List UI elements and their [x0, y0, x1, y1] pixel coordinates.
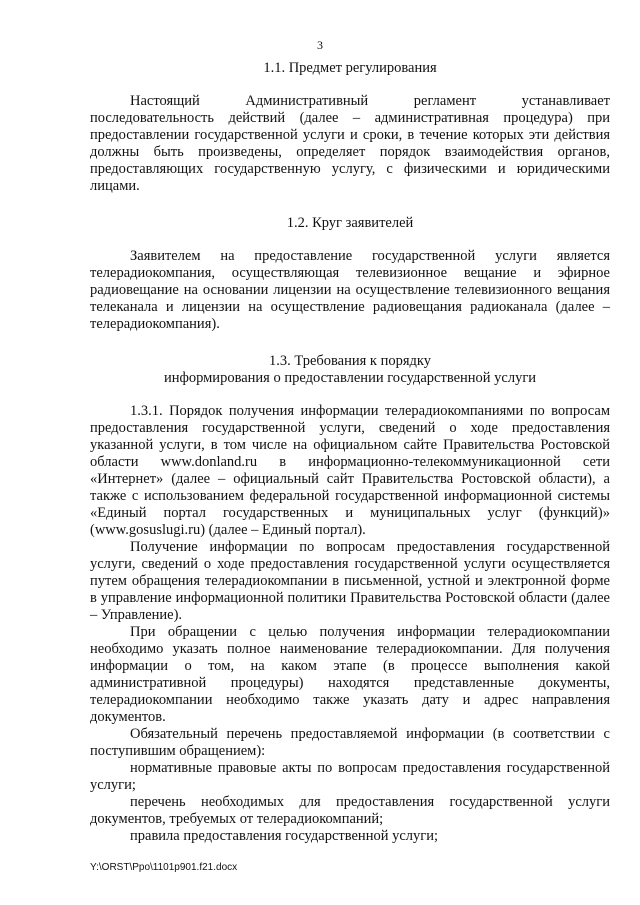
paragraph: Настоящий Административный регламент устанавливает последовательность действий (далее – административная процедура) при предоставлении государственной услуги и сроки, в течение которых эти действия должны быть произведены, определяет порядок взаимодействия органов, предоставляющих государственную услугу, с физическими и юридическими лицами.	[90, 93, 610, 194]
paragraph: Обязательный перечень предоставляемой информации (в соответствии с поступившим обращением):	[90, 726, 610, 759]
list-item: перечень необходимых для предоставления государственной услуги документов, требуемых от телерадиокомпаний;	[90, 794, 610, 827]
paragraph: Заявителем на предоставление государственной услуги является телерадиокомпания, осуществляющая телевизионное вещание и эфирное радиовещание на основании лицензии на осуществление телевизионного вещания телеканала и лицензии на осуществление радиовещания радиоканала (далее – телерадиокомпания).	[90, 248, 610, 332]
section-title-1-3-line1: 1.3. Требования к порядку	[269, 353, 431, 369]
section-title-1-3-line2: информирования о предоставлении государственной услуги	[163, 370, 537, 386]
document-body	[90, 60, 610, 845]
list-item: правила предоставления государственной услуги;	[130, 828, 438, 844]
paragraph: При обращении с целью получения информации телерадиокомпании необходимо указать полное наименование телерадиокомпании. Для получения информации о том, на каком этапе (в процессе выполнения какой административной процедуры) находятся представленные документы, телерадиокомпании необходимо также указать дату и адрес направления документов.	[90, 624, 610, 725]
section-title-1-1: 1.1. Предмет регулирования	[263, 60, 437, 76]
page-number: 3	[317, 38, 323, 52]
section-title-1-3	[90, 353, 610, 387]
paragraph: Получение информации по вопросам предоставления государственной услуги, сведений о ходе предоставления государственной услуги осуществляется путем обращения телерадиокомпании в письменной, устной и электронной форме в управление информационной политики Правительства Ростовской области (далее – Управление).	[90, 539, 610, 623]
section-title-1-2: 1.2. Круг заявителей	[286, 215, 414, 231]
footer-file-path: Y:\ORST\Ppo\1101p901.f21.docx	[90, 862, 238, 873]
paragraph: 1.3.1. Порядок получения информации телерадиокомпаниями по вопросам предоставления государственной услуги, сведений о ходе предоставления указанной услуги, в том числе на официальном сайте Правительства Ростовской области www.donland.ru в информационно-телекоммуникационной сети «Интернет» (далее – официальный сайт Правительства Ростовской области), а также с использованием федеральной государственной информационной системы «Единый портал государственных и муниципальных услуг (функций)» (www.gosuslugi.ru) (далее – Единый портал).	[90, 403, 610, 538]
list-item: нормативные правовые акты по вопросам предоставления государственной услуги;	[90, 760, 610, 793]
